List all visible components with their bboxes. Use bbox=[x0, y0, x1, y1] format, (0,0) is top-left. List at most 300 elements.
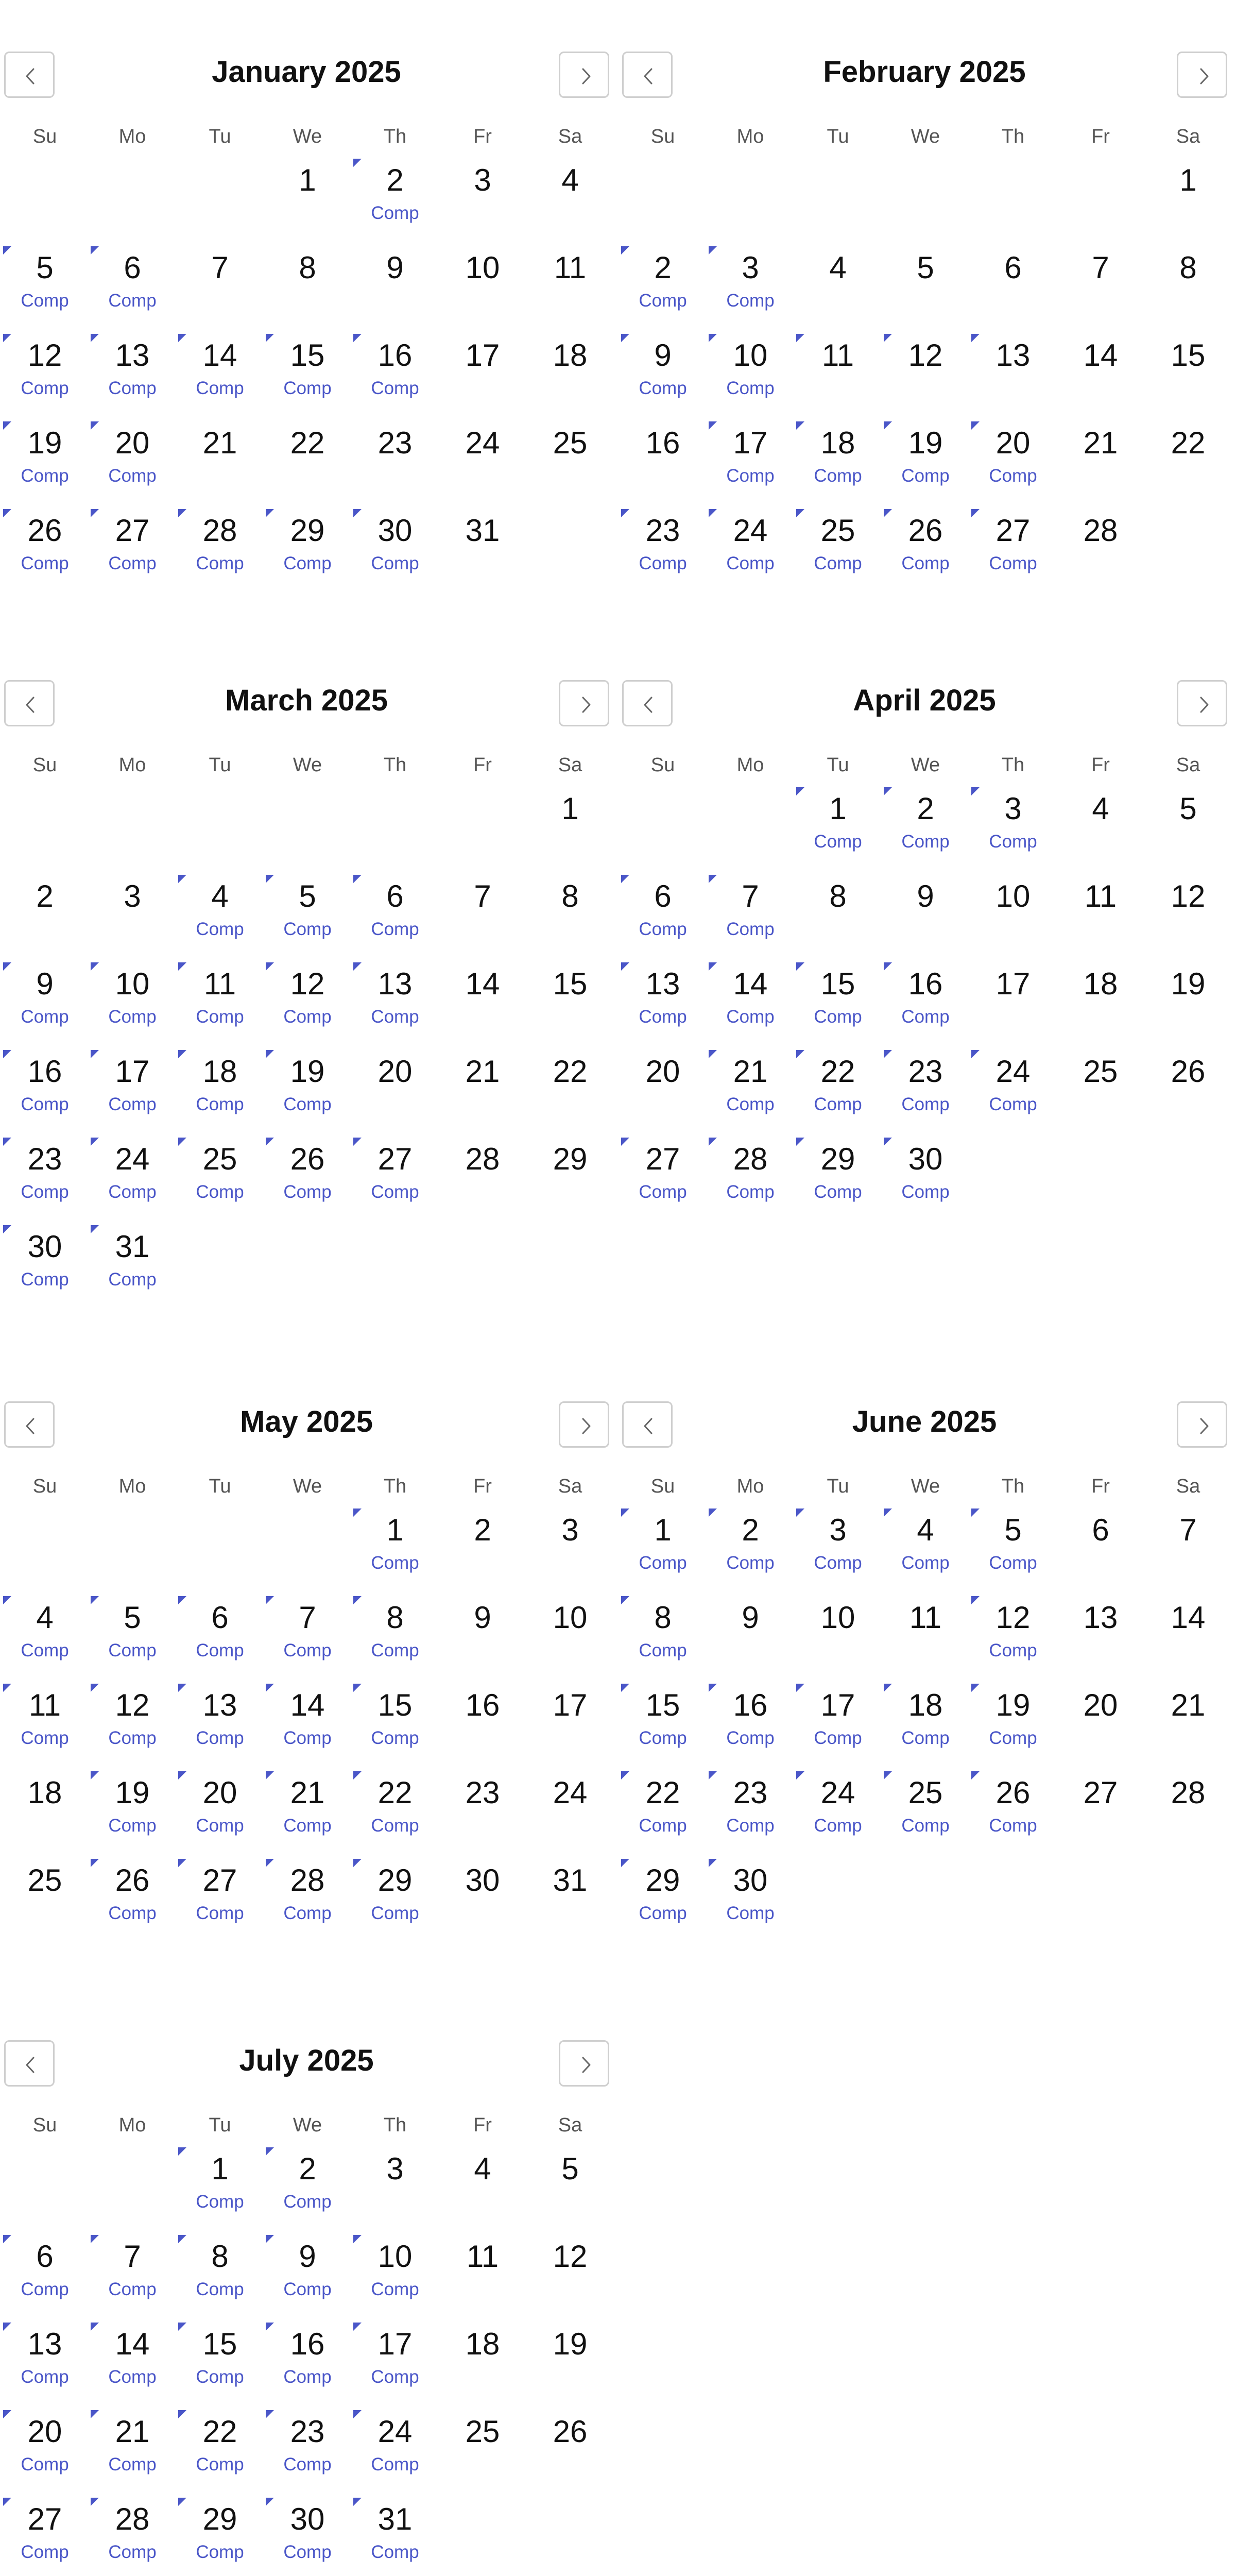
day-cell[interactable] bbox=[89, 242, 176, 325]
comp-label: Comp bbox=[21, 1094, 69, 1114]
day-cell[interactable] bbox=[1057, 505, 1144, 587]
day-cell[interactable] bbox=[351, 417, 439, 500]
day-cell[interactable] bbox=[176, 1680, 264, 1762]
day-cell[interactable] bbox=[526, 1504, 614, 1587]
day-cell[interactable] bbox=[969, 505, 1057, 587]
day-cell[interactable] bbox=[176, 958, 264, 1041]
day-cell[interactable] bbox=[351, 2318, 439, 2401]
next-month-button[interactable] bbox=[1177, 1401, 1227, 1448]
day-cell[interactable] bbox=[882, 242, 969, 325]
comp-label: Comp bbox=[283, 1903, 332, 1923]
day-number: 17 bbox=[995, 967, 1031, 1001]
day-cell[interactable] bbox=[176, 1592, 264, 1674]
comp-label: Comp bbox=[283, 2192, 332, 2212]
day-number: 4 bbox=[829, 250, 847, 285]
day-cell[interactable] bbox=[619, 330, 707, 412]
day-cell[interactable] bbox=[882, 783, 969, 866]
day-cell[interactable] bbox=[264, 2406, 351, 2488]
day-cell[interactable] bbox=[969, 242, 1057, 325]
day-number: 7 bbox=[124, 2239, 141, 2274]
day-cell[interactable] bbox=[1, 871, 89, 953]
day-cell[interactable] bbox=[89, 330, 176, 412]
day-cell[interactable] bbox=[707, 1680, 794, 1762]
weekday-header: Fr bbox=[473, 1476, 492, 1497]
comp-label: Comp bbox=[639, 1816, 687, 1836]
day-number: 7 bbox=[474, 879, 491, 913]
day-number: 13 bbox=[995, 338, 1031, 372]
day-cell[interactable] bbox=[526, 958, 614, 1041]
day-cell[interactable] bbox=[1144, 1046, 1232, 1128]
day-cell[interactable] bbox=[89, 2318, 176, 2401]
day-cell[interactable] bbox=[526, 2143, 614, 2226]
comp-label: Comp bbox=[21, 1269, 69, 1290]
day-cell[interactable] bbox=[1144, 417, 1232, 500]
day-cell[interactable] bbox=[526, 783, 614, 866]
day-cell[interactable] bbox=[1057, 783, 1144, 866]
day-cell[interactable] bbox=[264, 155, 351, 237]
day-number: 3 bbox=[742, 250, 759, 285]
day-cell[interactable] bbox=[526, 1046, 614, 1128]
day-cell[interactable] bbox=[882, 1680, 969, 1762]
weekday-header: Sa bbox=[558, 754, 582, 776]
day-cell[interactable] bbox=[351, 871, 439, 953]
comp-label: Comp bbox=[989, 1094, 1037, 1114]
day-number: 7 bbox=[1179, 1513, 1197, 1547]
day-cell[interactable] bbox=[969, 783, 1057, 866]
day-cell[interactable] bbox=[969, 1767, 1057, 1850]
day-cell[interactable] bbox=[1057, 242, 1144, 325]
day-number: 28 bbox=[1083, 513, 1118, 548]
comp-label: Comp bbox=[196, 1182, 244, 1202]
day-cell[interactable] bbox=[264, 958, 351, 1041]
comp-label: Comp bbox=[989, 1728, 1037, 1748]
day-cell[interactable] bbox=[882, 1592, 969, 1674]
day-cell[interactable] bbox=[882, 330, 969, 412]
day-cell[interactable] bbox=[264, 871, 351, 953]
day-number: 6 bbox=[1004, 250, 1022, 285]
day-cell[interactable] bbox=[1144, 1504, 1232, 1587]
comp-label: Comp bbox=[283, 553, 332, 573]
day-cell[interactable] bbox=[707, 242, 794, 325]
day-cell[interactable] bbox=[264, 1855, 351, 1937]
weekday-header: Th bbox=[1001, 126, 1025, 147]
day-cell[interactable] bbox=[882, 871, 969, 953]
day-number: 26 bbox=[27, 513, 62, 548]
day-cell[interactable] bbox=[89, 1680, 176, 1762]
comp-label: Comp bbox=[21, 1640, 69, 1660]
day-number: 11 bbox=[28, 1688, 61, 1722]
day-cell[interactable] bbox=[264, 1046, 351, 1128]
day-cell[interactable] bbox=[351, 505, 439, 587]
day-number: 11 bbox=[203, 967, 236, 1001]
day-cell[interactable] bbox=[439, 2318, 526, 2401]
day-cell[interactable] bbox=[794, 1133, 882, 1216]
day-cell[interactable] bbox=[526, 2231, 614, 2313]
day-cell[interactable] bbox=[439, 1046, 526, 1128]
day-cell[interactable] bbox=[526, 1592, 614, 1674]
day-cell[interactable] bbox=[882, 1767, 969, 1850]
day-cell[interactable] bbox=[1144, 1680, 1232, 1762]
day-cell[interactable] bbox=[89, 1767, 176, 1850]
day-cell[interactable] bbox=[526, 871, 614, 953]
day-cell[interactable] bbox=[1144, 1592, 1232, 1674]
day-number: 12 bbox=[1171, 879, 1206, 913]
day-cell[interactable] bbox=[794, 242, 882, 325]
comp-label: Comp bbox=[371, 1640, 419, 1660]
comp-label: Comp bbox=[21, 1182, 69, 1202]
day-cell[interactable] bbox=[176, 2231, 264, 2313]
day-cell[interactable] bbox=[351, 2406, 439, 2488]
day-cell[interactable] bbox=[526, 2318, 614, 2401]
day-number: 30 bbox=[377, 513, 413, 548]
comp-label: Comp bbox=[196, 378, 244, 398]
day-cell[interactable] bbox=[1, 1767, 89, 1850]
comp-label: Comp bbox=[814, 832, 862, 852]
day-cell[interactable] bbox=[526, 1767, 614, 1850]
comp-label: Comp bbox=[814, 553, 862, 573]
day-cell[interactable] bbox=[1144, 242, 1232, 325]
day-cell[interactable] bbox=[969, 1046, 1057, 1128]
day-cell[interactable] bbox=[89, 2494, 176, 2576]
day-number: 4 bbox=[211, 879, 229, 913]
day-cell[interactable] bbox=[439, 1680, 526, 1762]
day-cell[interactable] bbox=[89, 1046, 176, 1128]
day-cell[interactable] bbox=[264, 330, 351, 412]
day-cell[interactable] bbox=[351, 1855, 439, 1937]
day-cell[interactable] bbox=[707, 958, 794, 1041]
comp-label: Comp bbox=[371, 1007, 419, 1027]
day-cell[interactable] bbox=[439, 505, 526, 587]
comp-label: Comp bbox=[108, 2454, 157, 2475]
day-cell[interactable] bbox=[439, 2406, 526, 2488]
comp-label: Comp bbox=[726, 1903, 775, 1923]
day-cell[interactable] bbox=[264, 242, 351, 325]
day-cell[interactable] bbox=[176, 1855, 264, 1937]
day-cell[interactable] bbox=[439, 958, 526, 1041]
day-cell[interactable] bbox=[176, 1133, 264, 1216]
day-cell[interactable] bbox=[526, 242, 614, 325]
weekday-header: Th bbox=[383, 754, 407, 776]
day-cell[interactable] bbox=[526, 1680, 614, 1762]
day-cell[interactable] bbox=[1, 2318, 89, 2401]
day-cell[interactable] bbox=[351, 155, 439, 237]
next-month-button[interactable] bbox=[559, 52, 609, 98]
day-cell[interactable] bbox=[619, 958, 707, 1041]
comp-label: Comp bbox=[283, 2454, 332, 2475]
day-cell[interactable] bbox=[1057, 1046, 1144, 1128]
day-cell[interactable] bbox=[264, 417, 351, 500]
day-cell[interactable] bbox=[1, 417, 89, 500]
day-cell[interactable] bbox=[176, 2494, 264, 2576]
day-cell[interactable] bbox=[439, 330, 526, 412]
day-cell[interactable] bbox=[1, 505, 89, 587]
day-cell[interactable] bbox=[1144, 871, 1232, 953]
comp-label: Comp bbox=[196, 553, 244, 573]
day-cell[interactable] bbox=[1, 330, 89, 412]
day-cell[interactable] bbox=[1, 242, 89, 325]
day-cell[interactable] bbox=[351, 2494, 439, 2576]
day-cell[interactable] bbox=[1057, 417, 1144, 500]
day-number: 26 bbox=[290, 1142, 325, 1176]
day-cell[interactable] bbox=[1, 1592, 89, 1674]
day-number: 11 bbox=[554, 250, 587, 285]
next-month-button[interactable] bbox=[559, 2040, 609, 2087]
day-cell[interactable] bbox=[619, 1767, 707, 1850]
day-cell[interactable] bbox=[1, 1680, 89, 1762]
day-cell[interactable] bbox=[439, 417, 526, 500]
day-cell[interactable] bbox=[1, 1046, 89, 1128]
day-cell[interactable] bbox=[439, 242, 526, 325]
day-number: 17 bbox=[377, 2327, 413, 2361]
day-cell[interactable] bbox=[176, 417, 264, 500]
next-month-button[interactable] bbox=[1177, 52, 1227, 98]
day-cell[interactable] bbox=[526, 417, 614, 500]
day-cell[interactable] bbox=[794, 958, 882, 1041]
day-number: 16 bbox=[733, 1688, 768, 1722]
day-cell[interactable] bbox=[89, 958, 176, 1041]
day-cell[interactable] bbox=[89, 1592, 176, 1674]
day-cell[interactable] bbox=[1, 2494, 89, 2576]
day-cell[interactable] bbox=[89, 2406, 176, 2488]
day-cell[interactable] bbox=[176, 871, 264, 953]
next-month-button[interactable] bbox=[559, 1401, 609, 1448]
comp-label: Comp bbox=[283, 1728, 332, 1748]
day-cell[interactable] bbox=[1144, 330, 1232, 412]
day-cell[interactable] bbox=[351, 242, 439, 325]
day-cell[interactable] bbox=[176, 330, 264, 412]
day-cell[interactable] bbox=[264, 1680, 351, 1762]
day-number: 26 bbox=[995, 1775, 1031, 1810]
day-cell[interactable] bbox=[969, 958, 1057, 1041]
day-cell[interactable] bbox=[1, 2231, 89, 2313]
day-number: 30 bbox=[290, 2502, 325, 2536]
day-cell[interactable] bbox=[1, 958, 89, 1041]
day-cell[interactable] bbox=[619, 417, 707, 500]
day-cell[interactable] bbox=[707, 1592, 794, 1674]
comp-label: Comp bbox=[901, 1553, 950, 1573]
chevron-right-icon bbox=[1193, 66, 1214, 87]
comp-label: Comp bbox=[108, 466, 157, 486]
day-cell[interactable] bbox=[89, 1855, 176, 1937]
day-cell[interactable] bbox=[619, 1504, 707, 1587]
day-cell[interactable] bbox=[707, 1046, 794, 1128]
day-cell[interactable] bbox=[794, 871, 882, 953]
day-cell[interactable] bbox=[351, 1046, 439, 1128]
day-number: 18 bbox=[820, 426, 855, 460]
weekday-header: We bbox=[911, 754, 940, 776]
day-cell[interactable] bbox=[439, 1504, 526, 1587]
comp-label: Comp bbox=[108, 1094, 157, 1114]
day-cell[interactable] bbox=[89, 505, 176, 587]
day-cell[interactable] bbox=[969, 417, 1057, 500]
day-number: 14 bbox=[290, 1688, 325, 1722]
day-cell[interactable] bbox=[351, 1767, 439, 1850]
next-month-button[interactable] bbox=[1177, 680, 1227, 726]
day-number: 27 bbox=[377, 1142, 413, 1176]
day-cell[interactable] bbox=[176, 1046, 264, 1128]
day-cell[interactable] bbox=[1144, 958, 1232, 1041]
day-cell[interactable] bbox=[882, 505, 969, 587]
day-number: 21 bbox=[733, 1054, 768, 1089]
day-cell[interactable] bbox=[969, 871, 1057, 953]
day-cell[interactable] bbox=[1057, 330, 1144, 412]
day-cell[interactable] bbox=[526, 330, 614, 412]
day-cell[interactable] bbox=[1, 1221, 89, 1303]
comp-label: Comp bbox=[814, 1007, 862, 1027]
comp-label: Comp bbox=[21, 2367, 69, 2387]
day-cell[interactable] bbox=[969, 330, 1057, 412]
day-cell[interactable] bbox=[794, 1504, 882, 1587]
day-cell[interactable] bbox=[619, 1592, 707, 1674]
day-cell[interactable] bbox=[969, 1504, 1057, 1587]
day-cell[interactable] bbox=[1057, 1504, 1144, 1587]
day-cell[interactable] bbox=[1144, 155, 1232, 237]
day-cell[interactable] bbox=[707, 1133, 794, 1216]
day-cell[interactable] bbox=[89, 417, 176, 500]
comp-label: Comp bbox=[283, 919, 332, 939]
day-number: 10 bbox=[115, 967, 150, 1001]
day-cell[interactable] bbox=[89, 1133, 176, 1216]
day-cell[interactable] bbox=[526, 1133, 614, 1216]
day-cell[interactable] bbox=[351, 1680, 439, 1762]
weekday-header: Su bbox=[650, 126, 675, 147]
day-number: 23 bbox=[733, 1775, 768, 1810]
day-cell[interactable] bbox=[794, 1680, 882, 1762]
day-cell[interactable] bbox=[969, 1592, 1057, 1674]
day-cell[interactable] bbox=[439, 871, 526, 953]
day-cell[interactable] bbox=[619, 1680, 707, 1762]
weekday-header: Fr bbox=[473, 754, 492, 776]
day-number: 4 bbox=[917, 1513, 934, 1547]
day-cell[interactable] bbox=[619, 1855, 707, 1937]
day-cell[interactable] bbox=[707, 871, 794, 953]
day-cell[interactable] bbox=[1144, 783, 1232, 866]
day-number: 25 bbox=[202, 1142, 237, 1176]
day-cell[interactable] bbox=[439, 2143, 526, 2226]
day-cell[interactable] bbox=[526, 2406, 614, 2488]
day-number: 13 bbox=[27, 2327, 62, 2361]
day-cell[interactable] bbox=[707, 1855, 794, 1937]
day-cell[interactable] bbox=[969, 1680, 1057, 1762]
day-cell[interactable] bbox=[707, 1767, 794, 1850]
day-number: 19 bbox=[290, 1054, 325, 1089]
chevron-right-icon bbox=[1193, 694, 1214, 715]
day-cell[interactable] bbox=[351, 1133, 439, 1216]
day-cell[interactable] bbox=[89, 1221, 176, 1303]
day-cell[interactable] bbox=[707, 330, 794, 412]
day-number: 15 bbox=[290, 338, 325, 372]
day-cell[interactable] bbox=[176, 242, 264, 325]
day-cell[interactable] bbox=[1057, 871, 1144, 953]
day-cell[interactable] bbox=[526, 155, 614, 237]
day-cell[interactable] bbox=[1144, 1767, 1232, 1850]
day-cell[interactable] bbox=[351, 330, 439, 412]
day-cell[interactable] bbox=[176, 2143, 264, 2226]
day-cell[interactable] bbox=[264, 505, 351, 587]
day-cell[interactable] bbox=[794, 330, 882, 412]
day-cell[interactable] bbox=[619, 505, 707, 587]
day-number: 20 bbox=[27, 2414, 62, 2449]
day-cell[interactable] bbox=[619, 242, 707, 325]
day-cell[interactable] bbox=[794, 505, 882, 587]
day-number: 30 bbox=[733, 1863, 768, 1897]
day-number: 15 bbox=[1171, 338, 1206, 372]
day-cell[interactable] bbox=[264, 1767, 351, 1850]
day-cell[interactable] bbox=[89, 871, 176, 953]
day-cell[interactable] bbox=[1, 1133, 89, 1216]
day-cell[interactable] bbox=[351, 958, 439, 1041]
day-cell[interactable] bbox=[794, 783, 882, 866]
day-cell[interactable] bbox=[176, 1767, 264, 1850]
day-cell[interactable] bbox=[1, 1855, 89, 1937]
day-cell[interactable] bbox=[89, 2231, 176, 2313]
day-number: 27 bbox=[645, 1142, 680, 1176]
day-cell[interactable] bbox=[439, 2231, 526, 2313]
day-cell[interactable] bbox=[264, 1592, 351, 1674]
day-cell[interactable] bbox=[707, 417, 794, 500]
day-cell[interactable] bbox=[264, 1133, 351, 1216]
day-cell[interactable] bbox=[526, 1855, 614, 1937]
day-number: 19 bbox=[27, 426, 62, 460]
day-cell[interactable] bbox=[439, 1592, 526, 1674]
day-number: 6 bbox=[1092, 1513, 1109, 1547]
comp-label: Comp bbox=[371, 1816, 419, 1836]
day-cell[interactable] bbox=[351, 2231, 439, 2313]
day-cell[interactable] bbox=[882, 958, 969, 1041]
day-cell[interactable] bbox=[351, 1592, 439, 1674]
day-cell[interactable] bbox=[794, 1592, 882, 1674]
day-cell[interactable] bbox=[1057, 1767, 1144, 1850]
day-cell[interactable] bbox=[176, 2318, 264, 2401]
day-cell[interactable] bbox=[1057, 1592, 1144, 1674]
day-cell[interactable] bbox=[264, 2318, 351, 2401]
day-cell[interactable] bbox=[176, 505, 264, 587]
day-cell[interactable] bbox=[707, 1504, 794, 1587]
day-cell[interactable] bbox=[882, 417, 969, 500]
day-cell[interactable] bbox=[264, 2143, 351, 2226]
day-cell[interactable] bbox=[264, 2231, 351, 2313]
day-cell[interactable] bbox=[619, 1133, 707, 1216]
day-number: 8 bbox=[829, 879, 847, 913]
day-cell[interactable] bbox=[1057, 1680, 1144, 1762]
day-cell[interactable] bbox=[1, 2406, 89, 2488]
chevron-right-icon bbox=[575, 2055, 596, 2075]
day-cell[interactable] bbox=[264, 2494, 351, 2576]
day-cell[interactable] bbox=[439, 155, 526, 237]
comp-label: Comp bbox=[196, 919, 244, 939]
day-cell[interactable] bbox=[882, 1133, 969, 1216]
day-cell[interactable] bbox=[882, 1046, 969, 1128]
day-cell[interactable] bbox=[351, 2143, 439, 2226]
day-cell[interactable] bbox=[439, 1855, 526, 1937]
day-cell[interactable] bbox=[794, 1046, 882, 1128]
day-cell[interactable] bbox=[619, 871, 707, 953]
day-cell[interactable] bbox=[351, 1504, 439, 1587]
day-number: 17 bbox=[820, 1688, 855, 1722]
day-cell[interactable] bbox=[439, 1133, 526, 1216]
next-month-button[interactable] bbox=[559, 680, 609, 726]
day-cell[interactable] bbox=[1057, 958, 1144, 1041]
day-cell[interactable] bbox=[794, 417, 882, 500]
day-cell[interactable] bbox=[882, 1504, 969, 1587]
day-cell[interactable] bbox=[176, 2406, 264, 2488]
month-calendar bbox=[618, 629, 1231, 1247]
day-cell[interactable] bbox=[439, 1767, 526, 1850]
day-cell[interactable] bbox=[707, 505, 794, 587]
day-cell[interactable] bbox=[619, 1046, 707, 1128]
day-number: 12 bbox=[908, 338, 943, 372]
day-cell[interactable] bbox=[794, 1767, 882, 1850]
